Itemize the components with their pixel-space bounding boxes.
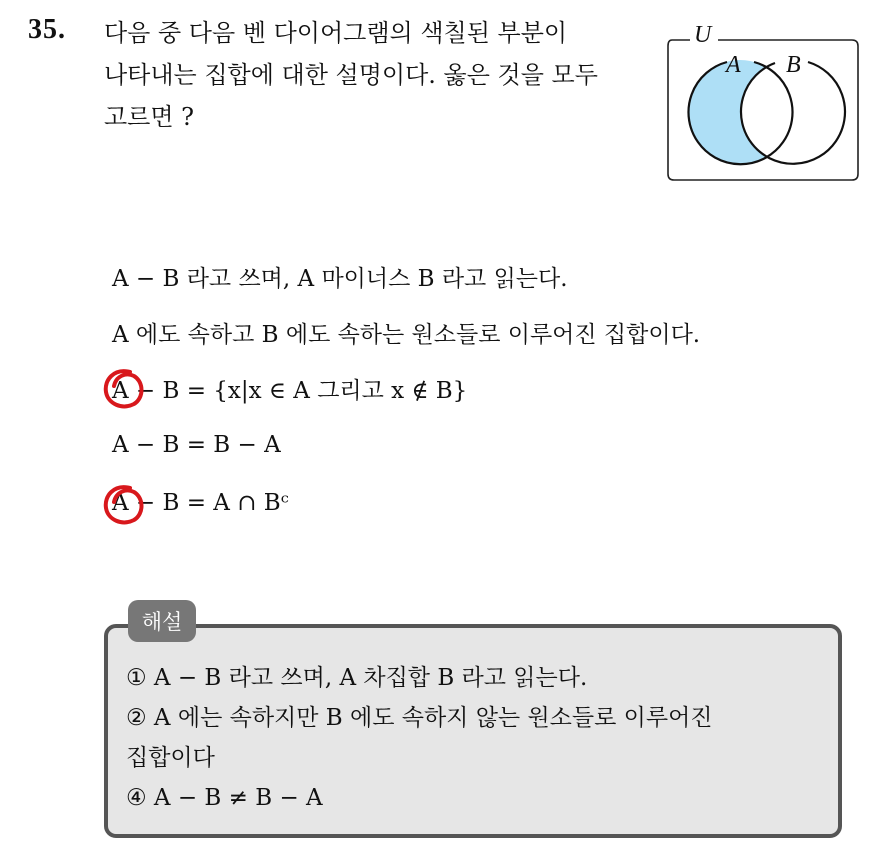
- universe-label: U: [694, 22, 712, 48]
- choice-1-text: A − B 라고 쓰며, A 마이너스 B 라고 읽는다.: [112, 266, 568, 292]
- solution-line: ② A 에는 속하지만 B 에도 속하지 않는 원소들로 이루어진: [126, 705, 713, 731]
- venn-diagram: [660, 18, 864, 184]
- choice-4[interactable]: [112, 432, 281, 458]
- choice-2[interactable]: [112, 316, 700, 349]
- solution-line: ④ A − B ≠ B − A: [126, 785, 323, 811]
- answer-circle-mark-3: [100, 364, 150, 414]
- solution-line: ① A − B 라고 쓰며, A 차집합 B 라고 읽는다.: [126, 665, 588, 691]
- stem-line: 나타내는 집합에 대한 설명이다. 옳은 것을 모두: [104, 61, 598, 89]
- choice-2-text: A 에도 속하고 B 에도 속하는 원소들로 이루어진 집합이다.: [112, 322, 701, 348]
- set-b-label: B: [786, 52, 801, 78]
- set-a-label: A: [726, 52, 741, 78]
- solution-text: [126, 658, 713, 818]
- solution-line: 집합이다: [126, 745, 215, 771]
- solution-tag: 해설: [128, 600, 196, 642]
- stem-line: 고르면 ?: [104, 103, 195, 131]
- choice-3-text: A − B = {x|x ∈ A 그리고 x ∉ B}: [112, 378, 468, 404]
- choice-4-text: A − B = B − A: [112, 432, 281, 458]
- venn-svg: [660, 18, 864, 184]
- question-stem: [104, 12, 644, 138]
- choice-5-text: A − B = A ∩ Bᶜ: [112, 490, 289, 516]
- stem-line: 다음 중 다음 벤 다이어그램의 색칠된 부분이: [104, 19, 568, 47]
- answer-circle-mark-5: [100, 480, 150, 530]
- question-number: 35.: [28, 14, 66, 45]
- choice-1[interactable]: [112, 260, 568, 293]
- choice-3[interactable]: [112, 372, 467, 405]
